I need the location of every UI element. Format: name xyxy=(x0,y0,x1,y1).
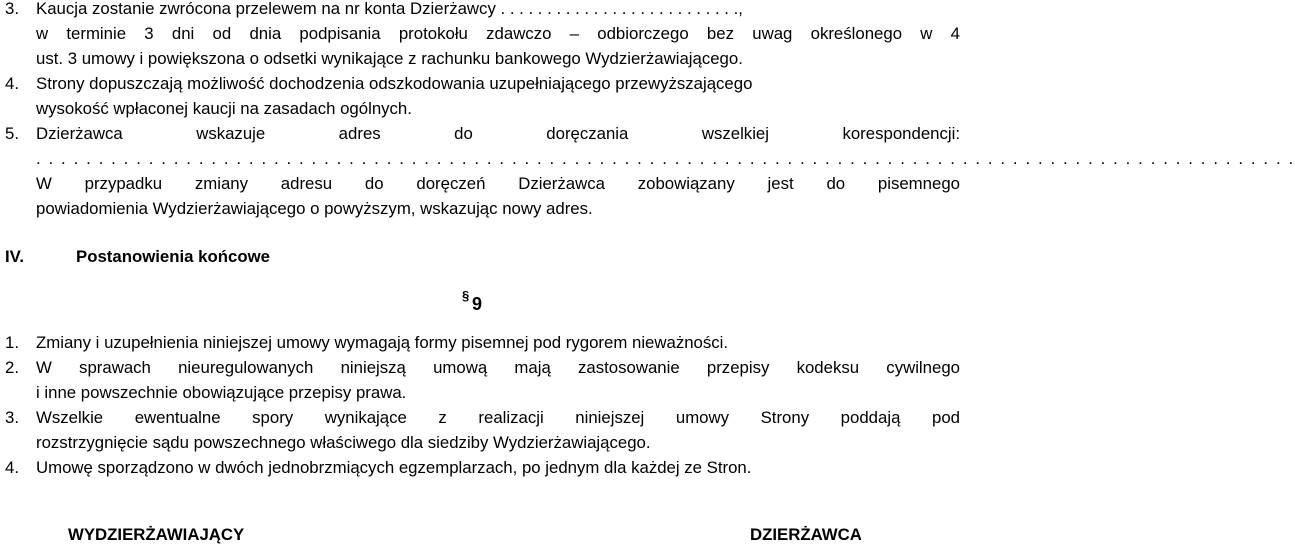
item-text-line: Kaucja zostanie zwrócona przelewem na nr konta Dzierżawcy . . . . . . . . . . . . . . . . . . . . . . . . . ., xyxy=(36,0,743,18)
item-text-line: Umowę sporządzono w dwóch jednobrzmiących egzemplarzach, po jednym dla każdej ze Stron. xyxy=(36,458,752,477)
section-title: Postanowienia końcowe xyxy=(76,247,270,266)
item-text-line: Zmiany i uzupełnienia niniejszej umowy wymagają formy pisemnej pod rygorem nieważności. xyxy=(36,333,729,352)
item-number: 3. xyxy=(5,408,19,427)
list-item xyxy=(5,121,1295,221)
section-number: IV. xyxy=(5,247,24,266)
item-text-line: Wszelkie ewentualne spory wynikające z realizacji niniejszej umowy Strony poddają pod xyxy=(36,408,960,427)
signature-lessee: DZIERŻAWCA xyxy=(750,525,862,544)
item-text-line: wysokość wpłaconej kaucji na zasadach ogólnych. xyxy=(36,99,412,118)
item-number: 3. xyxy=(5,0,19,18)
item-text-line: Dzierżawca wskazuje adres do doręczania wszelkiej korespondencji: xyxy=(36,124,960,143)
list-item xyxy=(5,405,960,455)
item-text-line: rozstrzygnięcie sądu powszechnego właściwego dla siedziby Wydzierżawiającego. xyxy=(36,433,651,452)
signature-lessor: WYDZIERŻAWIAJĄCY xyxy=(68,525,245,544)
paragraph-symbol: § xyxy=(462,288,470,303)
address-dotted-line: . . . . . . . . . . . . . . . . . . . . . . . . . . . . . . . . . . . . . . . . . . . . . . . . . . . . . . . . . . . . . . . . . . . . . . . . . . . . . . . . . . . . . . . . . . . . . . . . . . . . . xyxy=(36,149,1295,168)
list-item xyxy=(5,455,960,480)
item-text-line: w terminie 3 dni od dnia podpisania protokołu zdawczo – odbiorczego bez uwag określonego w 4 xyxy=(36,24,960,43)
paragraph-number: 9 xyxy=(472,294,483,314)
item-number: 4. xyxy=(5,458,19,477)
item-number: 2. xyxy=(5,358,19,377)
list-item xyxy=(5,330,960,355)
item-text-line: powiadomienia Wydzierżawiającego o powyższym, wskazując nowy adres. xyxy=(36,199,593,218)
list-item xyxy=(5,0,960,71)
item-number: 4. xyxy=(5,74,19,93)
item-text-line: W przypadku zmiany adresu do doręczeń Dzierżawca zobowiązany jest do pisemnego xyxy=(36,174,960,193)
item-text-line: i inne powszechnie obowiązujące przepisy prawa. xyxy=(36,383,407,402)
paragraph-mark xyxy=(462,288,483,318)
item-number: 1. xyxy=(5,333,19,352)
item-text-line: W sprawach nieuregulowanych niniejszą umową mają zastosowanie przepisy kodeksu cywilnego xyxy=(36,358,960,377)
item-text-line: Strony dopuszczają możliwość dochodzenia odszkodowania uzupełniającego przewyższającego xyxy=(36,74,753,93)
list-item xyxy=(5,355,960,405)
list-item xyxy=(5,71,960,121)
item-number: 5. xyxy=(5,124,19,143)
item-text-line: ust. 3 umowy i powiększona o odsetki wynikające z rachunku bankowego Wydzierżawiającego. xyxy=(36,49,743,68)
